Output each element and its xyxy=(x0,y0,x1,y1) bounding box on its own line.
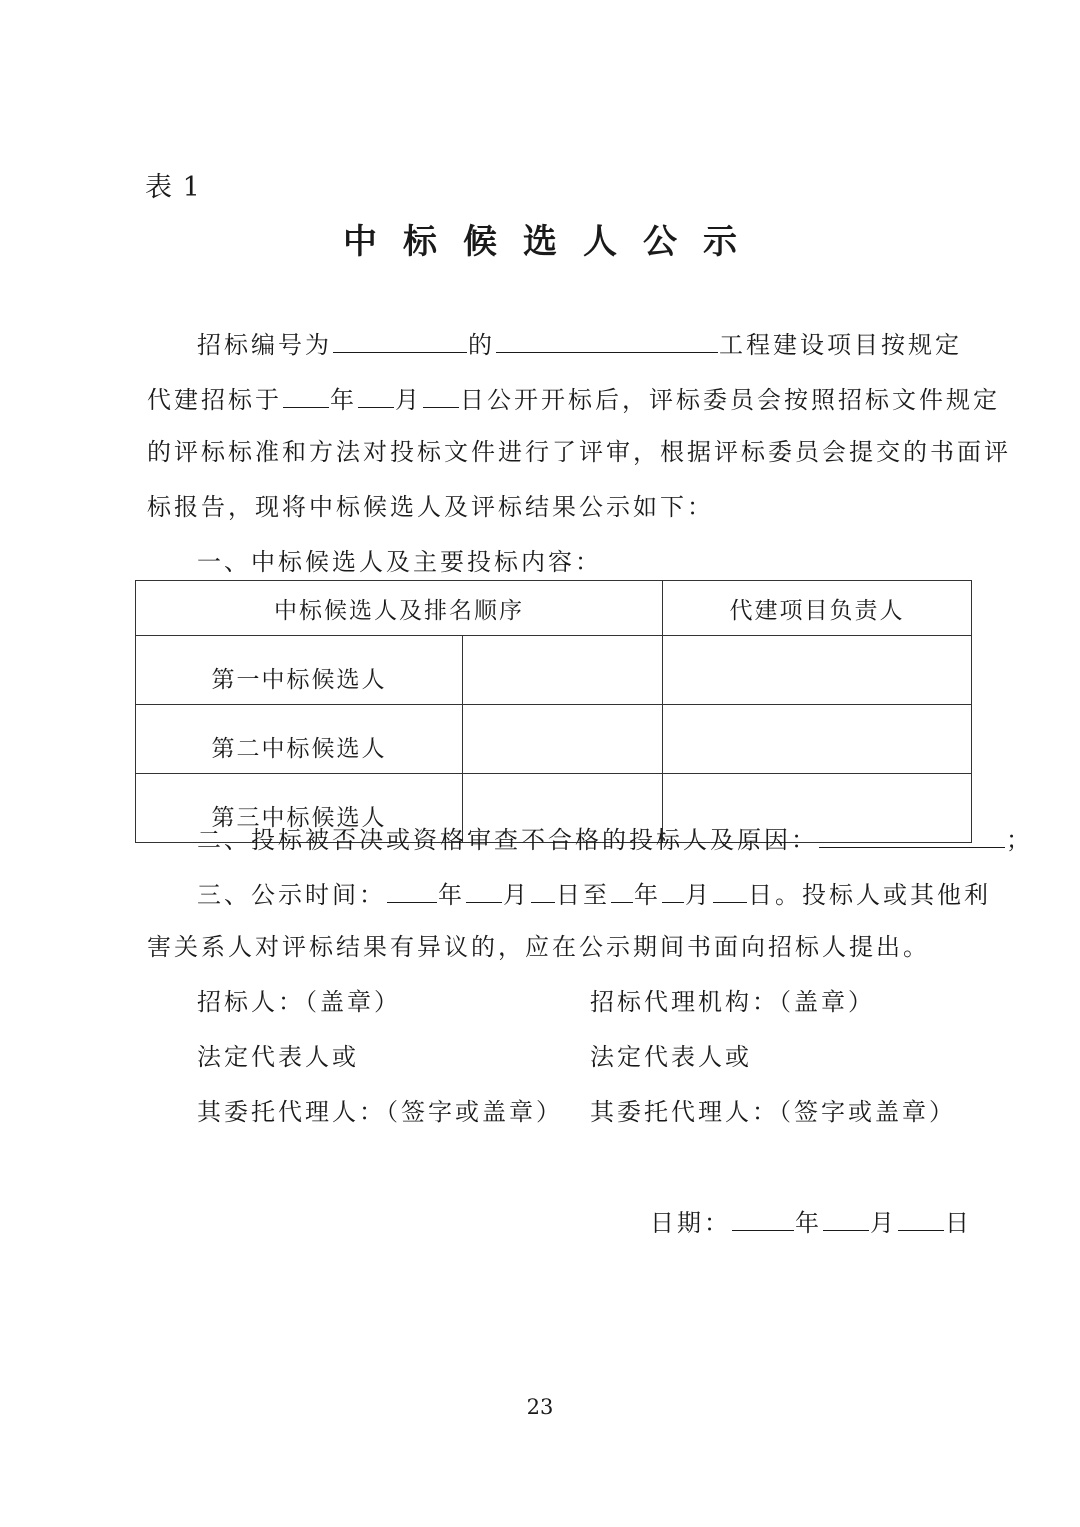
candidate-name-cell[interactable] xyxy=(463,636,663,705)
notice-start-month-blank[interactable] xyxy=(466,880,502,903)
intro-line-1 xyxy=(197,330,962,357)
tenderer-seal: 招标人：（盖章） xyxy=(197,988,401,1016)
table-row xyxy=(136,636,972,705)
notice-start-year-blank[interactable] xyxy=(387,880,437,903)
intro-line-2 xyxy=(147,385,1000,412)
column-header-manager: 代建项目负责人 xyxy=(663,581,972,636)
candidate-rank-2: 第二中标候选人 xyxy=(136,705,463,774)
section-2 xyxy=(197,825,1033,852)
section-3-text: 日。投标人或其他利 xyxy=(748,881,991,909)
intro-text: 年 xyxy=(330,386,357,414)
table-row xyxy=(136,705,972,774)
project-manager-cell[interactable] xyxy=(663,636,972,705)
open-year-blank[interactable] xyxy=(283,385,329,408)
date-day-label: 日 xyxy=(945,1209,972,1237)
section-3-text: 年 xyxy=(634,881,661,909)
project-manager-cell[interactable] xyxy=(663,705,972,774)
tenderer-legal-rep: 法定代表人或 xyxy=(197,1043,359,1071)
page-number: 23 xyxy=(526,1395,554,1419)
date-year-blank[interactable] xyxy=(732,1208,794,1231)
bid-number-blank[interactable] xyxy=(333,330,467,353)
candidate-rank-1: 第一中标候选人 xyxy=(136,636,463,705)
column-header-rank: 中标候选人及排名顺序 xyxy=(136,581,663,636)
notice-start-day-blank[interactable] xyxy=(531,880,555,903)
section-3-line-1 xyxy=(197,880,991,907)
project-name-blank[interactable] xyxy=(496,330,718,353)
section-3-text: 日至 xyxy=(556,881,610,909)
intro-line-4: 标报告，现将中标候选人及评标结果公示如下： xyxy=(147,493,714,521)
date-line xyxy=(650,1208,972,1235)
section-3-text: 月 xyxy=(503,881,530,909)
date-label: 日期： xyxy=(650,1209,731,1237)
intro-text: 的 xyxy=(468,331,495,359)
table-label: 表 1 xyxy=(145,172,201,203)
rejection-reason-blank[interactable] xyxy=(819,825,1005,848)
candidate-rank-3: 第三中标候选人 xyxy=(136,774,463,843)
agency-seal: 招标代理机构：（盖章） xyxy=(590,988,875,1016)
section-2-end: ； xyxy=(1006,826,1033,854)
section-3-text: 月 xyxy=(685,881,712,909)
intro-text: 代建招标于 xyxy=(147,386,282,414)
date-month-label: 月 xyxy=(870,1209,897,1237)
agency-legal-rep: 法定代表人或 xyxy=(590,1043,752,1071)
document-title: 中标候选人公示 xyxy=(343,222,763,262)
section-1-heading: 一、中标候选人及主要投标内容： xyxy=(197,548,602,576)
intro-text: 日公开开标后，评标委员会按照招标文件规定 xyxy=(460,386,1000,414)
notice-end-month-blank[interactable] xyxy=(662,880,684,903)
intro-text: 工程建设项目按规定 xyxy=(719,331,962,359)
open-day-blank[interactable] xyxy=(423,385,459,408)
intro-text: 月 xyxy=(395,386,422,414)
notice-end-day-blank[interactable] xyxy=(713,880,747,903)
section-3-line-2: 害关系人对评标结果有异议的，应在公示期间书面向招标人提出。 xyxy=(147,933,930,961)
section-3-text: 三、公示时间： xyxy=(197,881,386,909)
date-day-blank[interactable] xyxy=(898,1208,944,1231)
open-month-blank[interactable] xyxy=(358,385,394,408)
candidate-name-cell[interactable] xyxy=(463,705,663,774)
intro-line-3: 的评标标准和方法对投标文件进行了评审，根据评标委员会提交的书面评 xyxy=(147,438,1011,466)
notice-end-year-blank[interactable] xyxy=(611,880,633,903)
candidate-table xyxy=(135,580,972,843)
date-year-label: 年 xyxy=(795,1209,822,1237)
date-month-blank[interactable] xyxy=(823,1208,869,1231)
section-2-text: 二、投标被否决或资格审查不合格的投标人及原因： xyxy=(197,826,818,854)
tenderer-agent-signature: 其委托代理人：（签字或盖章） xyxy=(197,1098,563,1126)
section-3-text: 年 xyxy=(438,881,465,909)
agency-agent-signature: 其委托代理人：（签字或盖章） xyxy=(590,1098,956,1126)
table-header-row xyxy=(136,581,972,636)
intro-text: 招标编号为 xyxy=(197,331,332,359)
